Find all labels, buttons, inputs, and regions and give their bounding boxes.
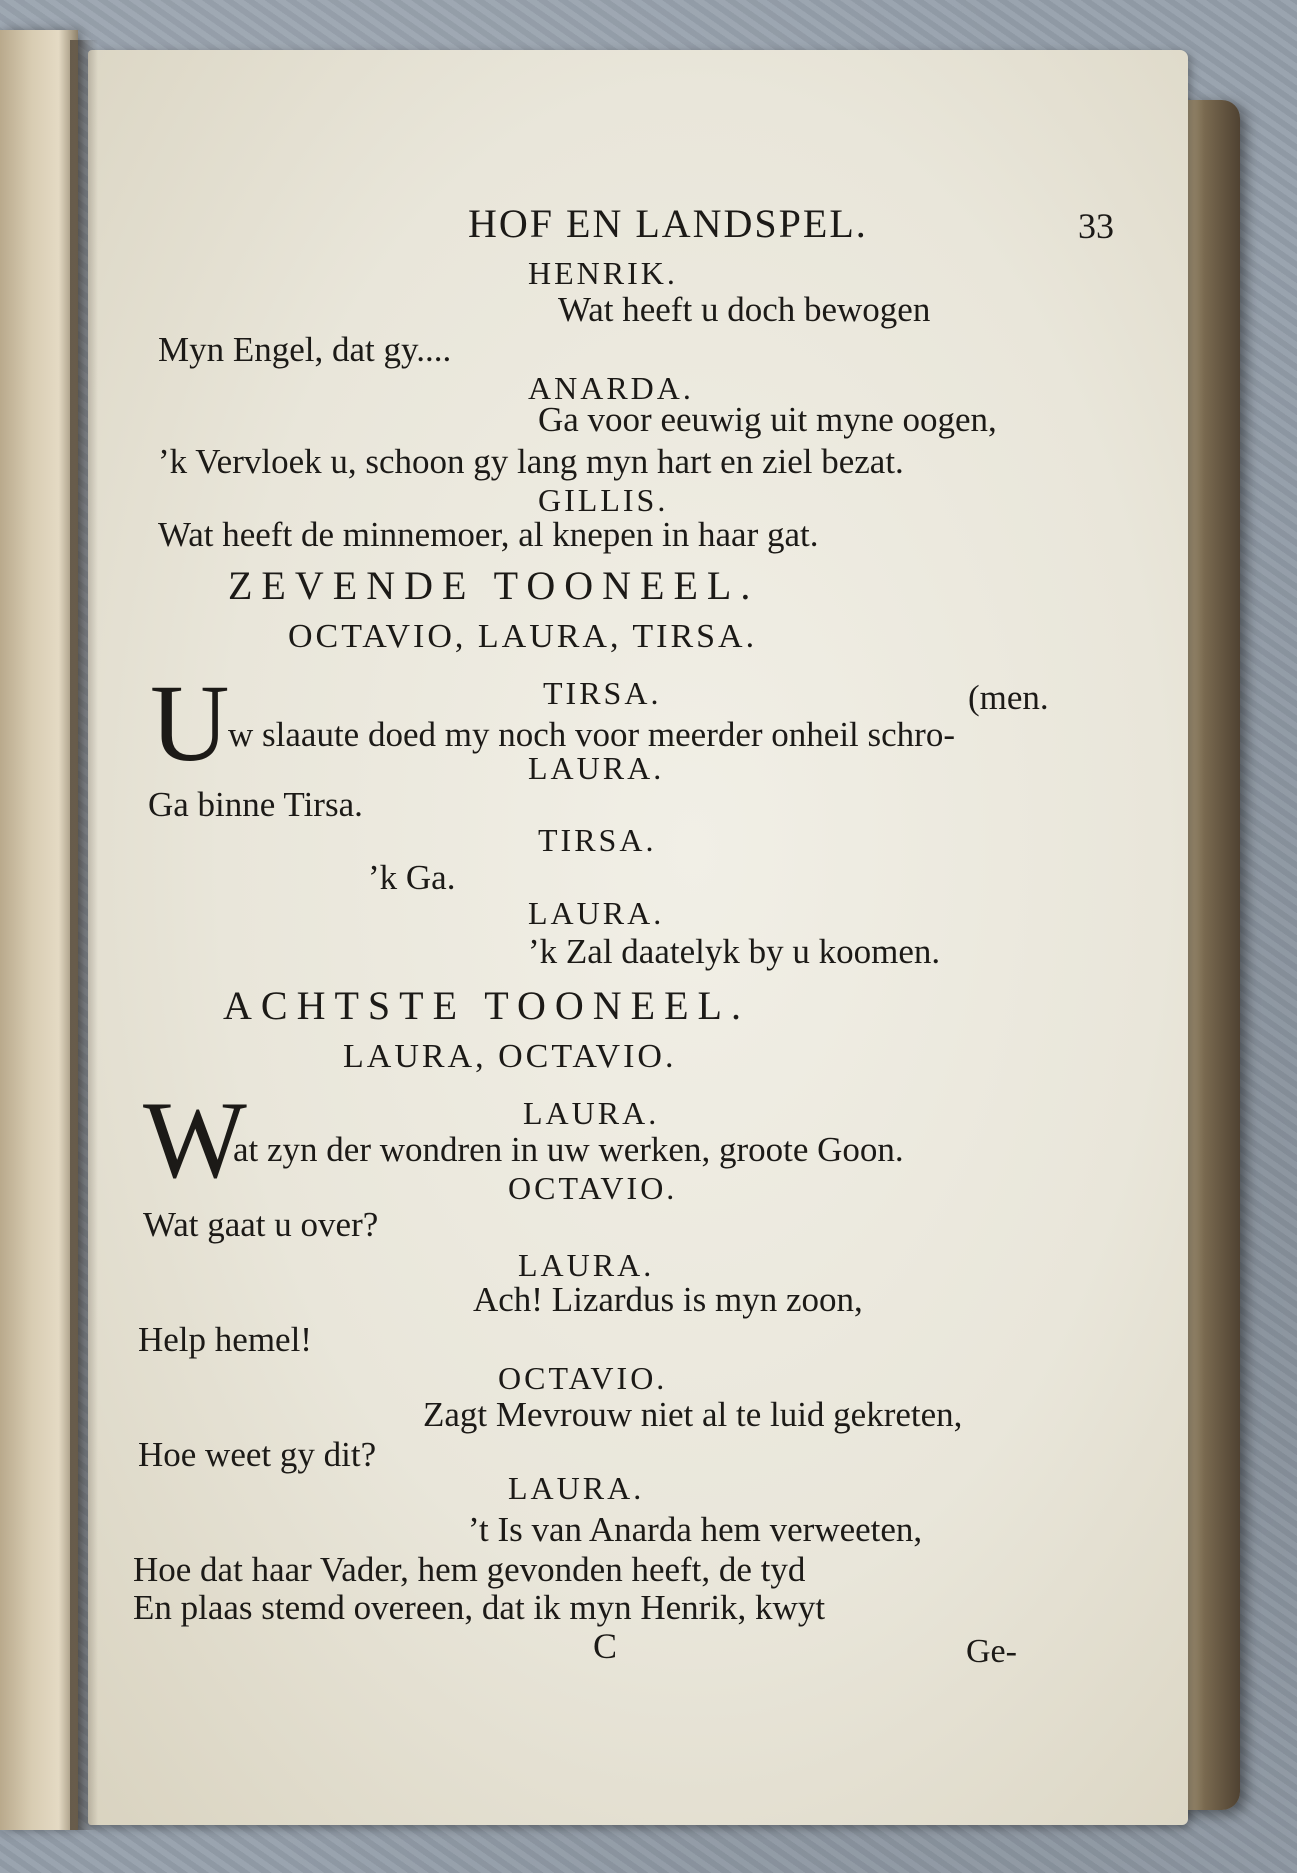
- speaker-henrik: HENRIK.: [528, 255, 678, 291]
- verse-line: En plaas stemd overeen, dat ik myn Henrik, kwyt: [133, 1588, 826, 1627]
- verse-line: (men.: [968, 678, 1049, 717]
- verse-line: ’k Vervloek u, schoon gy lang myn hart en ziel bezat.: [158, 442, 904, 481]
- speaker-octavio: OCTAVIO.: [498, 1360, 668, 1396]
- scene-cast: OCTAVIO, LAURA, TIRSA.: [288, 618, 758, 655]
- verse-line: Wat heeft u doch bewogen: [558, 290, 931, 329]
- signature-mark: C: [593, 1626, 618, 1666]
- verse-line: Wat gaat u over?: [143, 1205, 379, 1244]
- verse-line: ’k Ga.: [368, 858, 456, 897]
- drop-initial: W: [143, 1079, 247, 1201]
- catchword: Ge-: [966, 1633, 1017, 1670]
- speaker-laura: LAURA.: [528, 750, 665, 786]
- running-head: HOF EN LANDSPEL.: [468, 201, 868, 246]
- verse-line: Zagt Mevrouw niet al te luid gekreten,: [423, 1395, 963, 1434]
- speaker-tirsa: TIRSA.: [543, 675, 662, 711]
- speaker-gillis: GILLIS.: [538, 482, 669, 518]
- speaker-laura: LAURA.: [518, 1247, 655, 1283]
- scene-heading: ACHTSTE TOONEEL.: [223, 983, 750, 1028]
- speaker-laura: LAURA.: [523, 1095, 660, 1131]
- verse-line: Hoe dat haar Vader, hem gevonden heeft, de tyd: [133, 1550, 806, 1589]
- drop-initial: U: [150, 662, 230, 784]
- verse-line: Ga binne Tirsa.: [148, 785, 363, 824]
- verse-line: Ach! Lizardus is myn zoon,: [473, 1280, 863, 1319]
- left-page-edge: [0, 30, 78, 1830]
- scene-heading: ZEVENDE TOONEEL.: [228, 563, 760, 608]
- speaker-anarda: ANARDA.: [528, 370, 694, 406]
- verse-line: ’t Is van Anarda hem verweeten,: [468, 1510, 923, 1549]
- spine-shadow: [70, 40, 98, 1830]
- speaker-tirsa: TIRSA.: [538, 822, 657, 858]
- scene-cast: LAURA, OCTAVIO.: [343, 1038, 677, 1075]
- book-page: [88, 50, 1188, 1825]
- verse-line: Help hemel!: [138, 1320, 312, 1359]
- page-number: 33: [1078, 206, 1114, 246]
- verse-line: Myn Engel, dat gy....: [158, 330, 452, 369]
- verse-line: Ga voor eeuwig uit myne oogen,: [538, 400, 997, 439]
- verse-line: Wat heeft de minnemoer, al knepen in haar gat.: [158, 515, 819, 554]
- verse-line: at zyn der wondren in uw werken, groote Goon.: [233, 1130, 904, 1169]
- verse-line: ’k Zal daatelyk by u koomen.: [528, 932, 941, 971]
- speaker-octavio: OCTAVIO.: [508, 1170, 678, 1206]
- speaker-laura: LAURA.: [528, 895, 665, 931]
- speaker-laura: LAURA.: [508, 1470, 645, 1506]
- verse-line: Hoe weet gy dit?: [138, 1435, 377, 1474]
- verse-line: w slaaute doed my noch voor meerder onheil schro-: [228, 715, 955, 754]
